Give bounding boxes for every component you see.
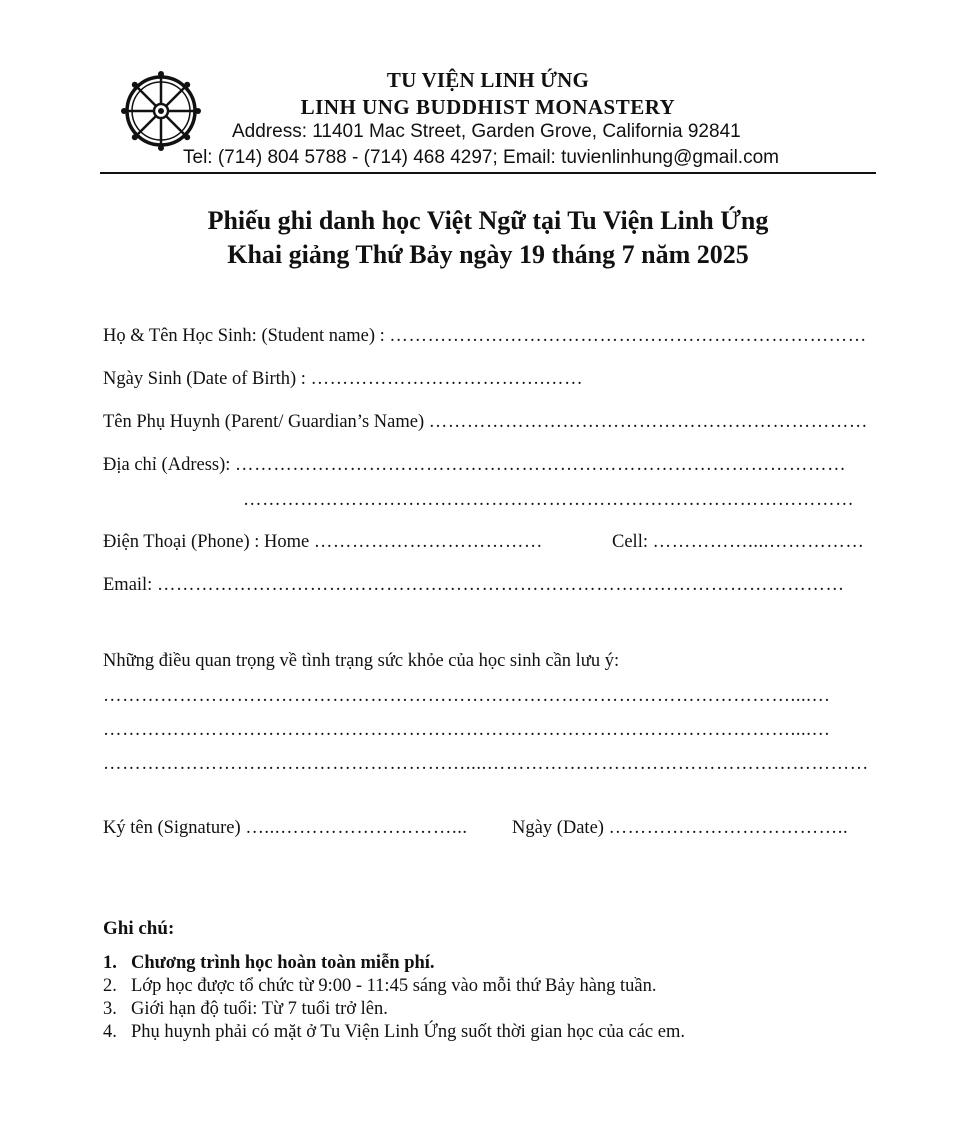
date-blank[interactable]: ……………………………….. <box>608 818 849 838</box>
dob-field <box>103 369 583 390</box>
form-subtitle: Khai giảng Thứ Bảy ngày 19 tháng 7 năm 2025 <box>227 240 749 269</box>
phone-cell-field <box>612 532 865 553</box>
note-number: 3. <box>103 999 117 1019</box>
student-name-label: Họ & Tên Học Sinh: (Student name) : <box>103 326 385 346</box>
form-title: Phiếu ghi danh học Việt Ngữ tại Tu Viện Linh Ứng <box>207 206 769 235</box>
health-blank-line2[interactable]: ………………………………………………………………………………………………....… <box>103 720 831 740</box>
email-blank[interactable]: ……………………………………………………………………………………………… <box>156 575 845 595</box>
parent-label: Tên Phụ Huynh (Parent/ Guardian’s Name) <box>103 412 425 432</box>
health-label: Những điều quan trọng về tình trạng sức khỏe của học sinh cần lưu ý: <box>103 651 620 671</box>
notes-title: Ghi chú: <box>103 918 175 939</box>
note-number: 2. <box>103 976 117 996</box>
note-text: Giới hạn độ tuổi: Từ 7 tuổi trở lên. <box>131 999 388 1019</box>
student-name-field <box>103 326 867 347</box>
address-field <box>103 455 846 476</box>
address-blank[interactable]: …………………………………………………………………………………… <box>235 455 847 475</box>
header-divider <box>100 172 876 174</box>
date-field <box>512 818 848 839</box>
note-text: Lớp học được tổ chức từ 9:00 - 11:45 sáng vào mỗi thứ Bảy hàng tuần. <box>131 976 657 996</box>
note-item <box>103 999 388 1020</box>
dob-blank[interactable]: ……………………………….…… <box>310 369 584 389</box>
phone-home-blank[interactable]: ……………………………… <box>313 532 544 552</box>
health-blank-line3[interactable]: …………………………………………………....…………………………………………………… <box>103 754 869 774</box>
monastery-contact: Tel: (714) 804 5788 - (714) 468 4297; Email: tuvienlinhung@gmail.com <box>183 147 779 168</box>
email-label: Email: <box>103 575 153 595</box>
student-name-blank[interactable]: ………………………………………………………………… <box>389 326 867 346</box>
parent-field <box>103 412 868 433</box>
address-blank-line2[interactable]: …………………………………………………………………………………… <box>243 490 855 510</box>
note-item <box>103 953 435 974</box>
dob-label: Ngày Sinh (Date of Birth) : <box>103 369 306 389</box>
monastery-name-en: LINH UNG BUDDHIST MONASTERY <box>300 95 676 119</box>
signature-blank[interactable]: …...………………………... <box>245 818 468 838</box>
note-text: Chương trình học hoàn toàn miễn phí. <box>131 953 435 973</box>
email-field <box>103 575 845 596</box>
date-label: Ngày (Date) <box>512 818 604 838</box>
phone-home-field <box>103 532 543 553</box>
signature-field <box>103 818 468 839</box>
note-text: Phụ huynh phải có mặt ở Tu Viện Linh Ứng suốt thời gian học của các em. <box>131 1022 685 1042</box>
phone-home-label: Điện Thoại (Phone) : Home <box>103 532 310 552</box>
signature-label: Ký tên (Signature) <box>103 818 241 838</box>
monastery-name-vi: TU VIỆN LINH ỨNG <box>386 68 590 92</box>
note-number: 1. <box>103 953 117 973</box>
monastery-address: Address: 11401 Mac Street, Garden Grove, California 92841 <box>232 121 741 142</box>
note-item <box>103 976 657 997</box>
health-blank-line1[interactable]: ………………………………………………………………………………………………....… <box>103 686 831 706</box>
address-label: Địa chỉ (Adress): <box>103 455 231 475</box>
phone-cell-label: Cell: <box>612 532 648 552</box>
phone-cell-blank[interactable]: ……………....…………… <box>652 532 865 552</box>
parent-blank[interactable]: …………………………………………………………… <box>428 412 869 432</box>
note-item <box>103 1022 685 1043</box>
note-number: 4. <box>103 1022 117 1042</box>
